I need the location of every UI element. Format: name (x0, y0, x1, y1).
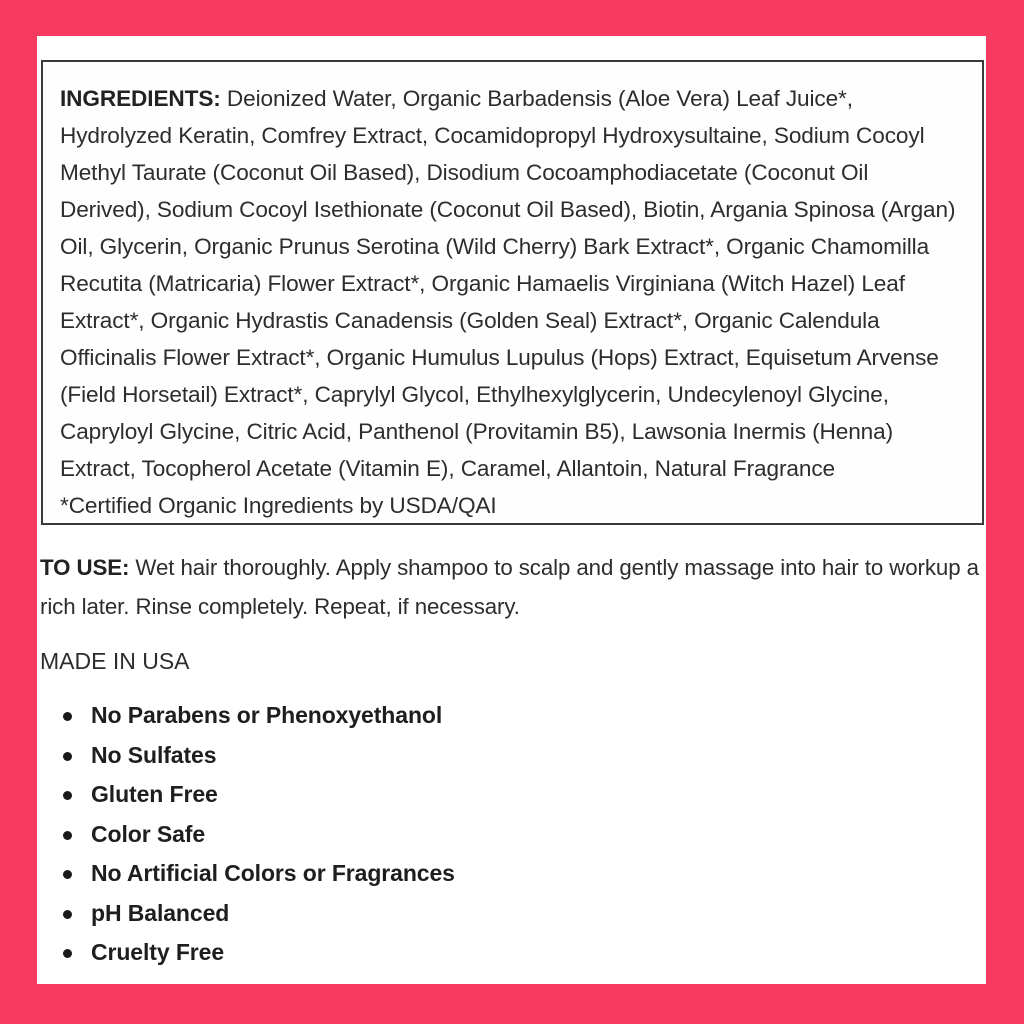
bullet-icon (63, 910, 72, 919)
list-item (63, 696, 455, 736)
list-item (63, 775, 455, 815)
list-item (63, 854, 455, 894)
list-item (63, 894, 455, 934)
list-item (63, 815, 455, 855)
feature-label: pH Balanced (91, 899, 230, 926)
usage-paragraph (40, 548, 985, 626)
bullet-icon (63, 752, 72, 761)
usage-heading: TO USE: (40, 555, 130, 580)
organic-footnote: *Certified Organic Ingredients by USDA/QAI (60, 493, 497, 518)
made-in-usa-text: MADE IN USA (40, 648, 190, 674)
list-item (63, 933, 455, 973)
bullet-icon (63, 831, 72, 840)
feature-label: No Parabens or Phenoxyethanol (91, 702, 443, 728)
feature-label: Cruelty Free (91, 939, 225, 965)
bullet-icon (63, 791, 72, 800)
ingredients-paragraph (60, 80, 965, 524)
feature-label: No Artificial Colors or Fragrances (91, 860, 455, 886)
list-item (63, 736, 455, 776)
label-panel (37, 36, 986, 984)
bullet-icon (63, 949, 72, 958)
feature-label: Color Safe (91, 820, 206, 847)
feature-label: No Sulfates (91, 741, 217, 768)
ingredients-list-text: Deionized Water, Organic Barbadensis (Aloe Vera) Leaf Juice*, Hydrolyzed Keratin, Comfrey Extract, Cocamidopropyl Hydroxysultaine, Sodium Cocoyl Methyl Taurate (Coconut Oil Based), Disodium Cocoamphodiacetate (Coconut Oil Derived), Sodium Cocoyl Isethionate (Coconut Oil Based), Biotin, Argania Spinosa (Argan) Oil, Glycerin, Organic Prunus Serotina (Wild Cherry) Bark Extract*, Organic Chamomilla Recutita (Matricaria) Flower Extract*, Organic Hamaelis Virginiana (Witch Hazel) Leaf Extract*, Organic Hydrastis Canadensis (Golden Seal) Extract*, Organic Calendula Officinalis Flower Extract*, Organic Humulus Lupulus (Hops) Extract, Equisetum Arvense (Field Horsetail) Extract*, Caprylyl Glycol, Ethylhexylglycerin, Undecylenoyl Glycine, Capryloyl Glycine, Citric Acid, Panthenol (Provitamin B5), Lawsonia Inermis (Henna) Extract, Tocopherol Acetate (Vitamin E), Caramel, Allantoin, Natural Fragrance (60, 86, 956, 481)
feature-label: Gluten Free (91, 781, 218, 807)
feature-bullet-list (63, 696, 455, 973)
usage-text: Wet hair thoroughly. Apply shampoo to scalp and gently massage into hair to workup a rich later. Rinse completely. Repeat, if necessary. (40, 555, 979, 619)
bullet-icon (63, 870, 72, 879)
ingredients-heading: INGREDIENTS: (60, 86, 221, 111)
ingredients-box (41, 60, 984, 525)
bullet-icon (63, 712, 72, 721)
